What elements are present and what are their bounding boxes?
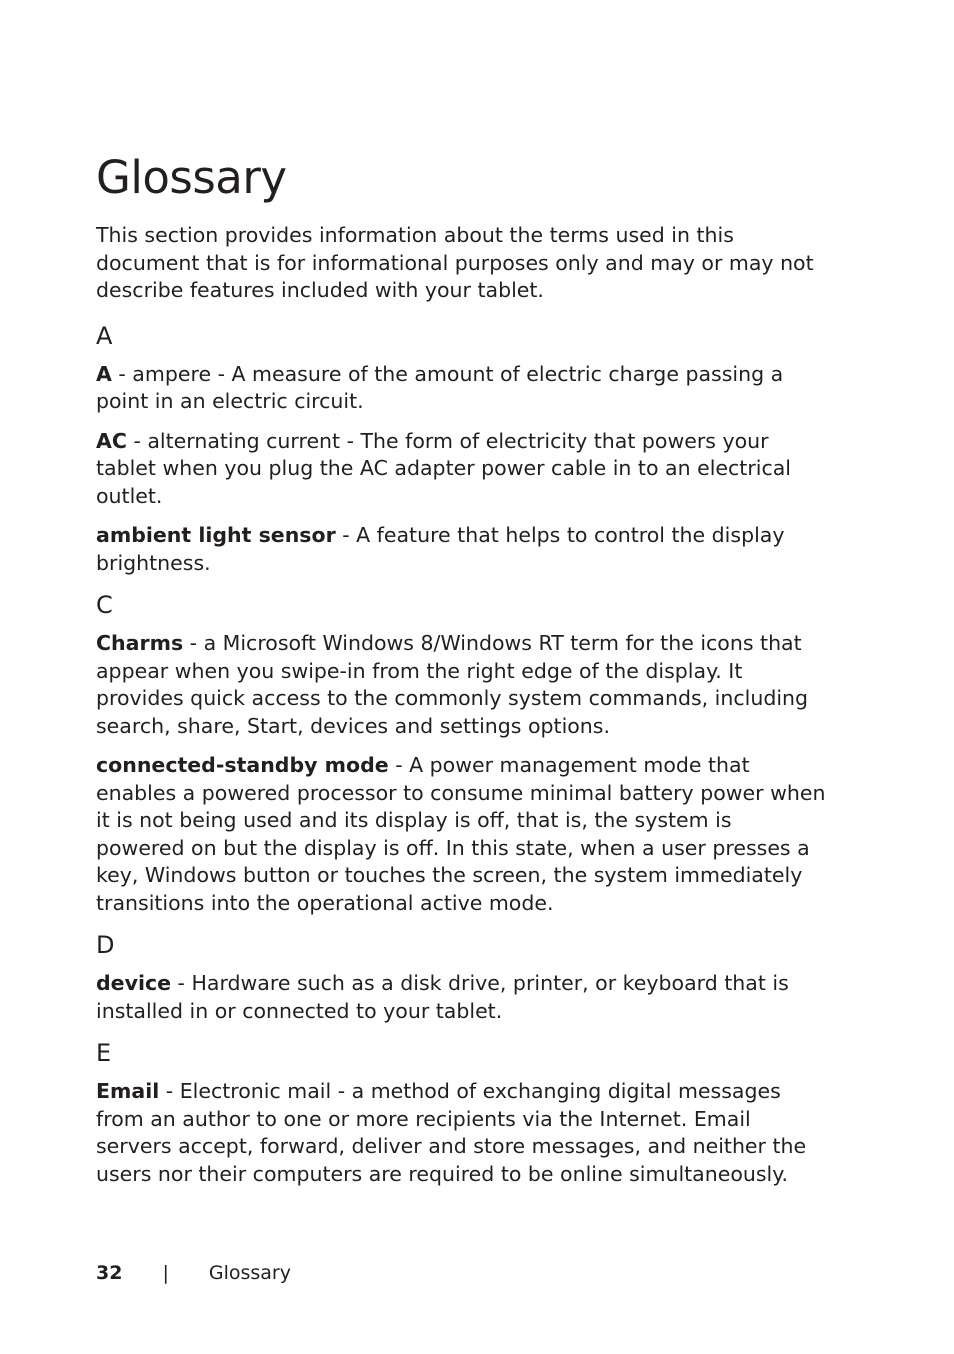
section-letter: C: [96, 591, 113, 619]
section-d: [96, 929, 826, 1025]
page-footer: [96, 1259, 291, 1287]
entry-definition: - Electronic mail - a method of exchanging digital messages from an author to one or more recipients via the Internet. Email servers accept, forward, deliver and store messages, and neither the users nor their computers are required to be online simultaneously.: [96, 1079, 807, 1186]
entry-definition: - ampere - A measure of the amount of electric charge passing a point in an electric circuit.: [96, 361, 784, 413]
entry-definition: - A power management mode that enables a powered processor to consume minimal battery power when it is not being used and its display is off, that is, the system is powered on but the display is off. In this state, when a user presses a key, Windows button or touches the screen, the system immediately transitions into the operational active mode.: [96, 753, 826, 915]
glossary-entry-ac: [96, 428, 826, 511]
entry-definition: - A feature that helps to control the display brightness.: [96, 523, 785, 575]
entry-term: connected-standby mode: [96, 753, 389, 777]
page-number: 32: [96, 1262, 123, 1284]
section-letter: E: [96, 1039, 112, 1067]
entry-definition: - a Microsoft Windows 8/Windows RT term for the icons that appear when you swipe-in from the right edge of the display. It provides quick access to the commonly system commands, including search, share, Start, devices and settings options.: [96, 631, 809, 738]
page-title: Glossary: [96, 151, 287, 204]
intro-paragraph: This section provides information about the terms used in this document that is for informational purposes only and may or may not describe features included with your tablet.: [96, 223, 814, 302]
entry-term: Charms: [96, 631, 184, 655]
glossary-entry-connected-standby: [96, 752, 826, 917]
entry-definition: - alternating current - The form of electricity that powers your tablet when you plug the AC adapter power cable in to an electrical outlet.: [96, 428, 791, 508]
glossary-entry-charms: [96, 630, 826, 740]
glossary-content: [96, 148, 826, 1200]
glossary-entry-device: [96, 970, 826, 1025]
entry-term: device: [96, 971, 172, 995]
entry-term: Email: [96, 1079, 160, 1103]
footer-divider: |: [162, 1262, 169, 1284]
section-a: [96, 320, 826, 578]
entry-term: A: [96, 361, 112, 386]
entry-term: ambient light sensor: [96, 523, 336, 547]
section-e: [96, 1037, 826, 1188]
entry-term: AC: [96, 428, 127, 453]
footer-section-name: Glossary: [208, 1262, 291, 1284]
glossary-entry-ambient-light-sensor: [96, 522, 826, 577]
glossary-entry-email: [96, 1078, 826, 1188]
section-c: [96, 589, 826, 917]
glossary-entry-a: [96, 361, 826, 416]
entry-definition: - Hardware such as a disk drive, printer, or keyboard that is installed in or connected to your tablet.: [96, 971, 789, 1023]
section-letter: D: [96, 931, 115, 959]
section-letter: A: [96, 321, 113, 350]
